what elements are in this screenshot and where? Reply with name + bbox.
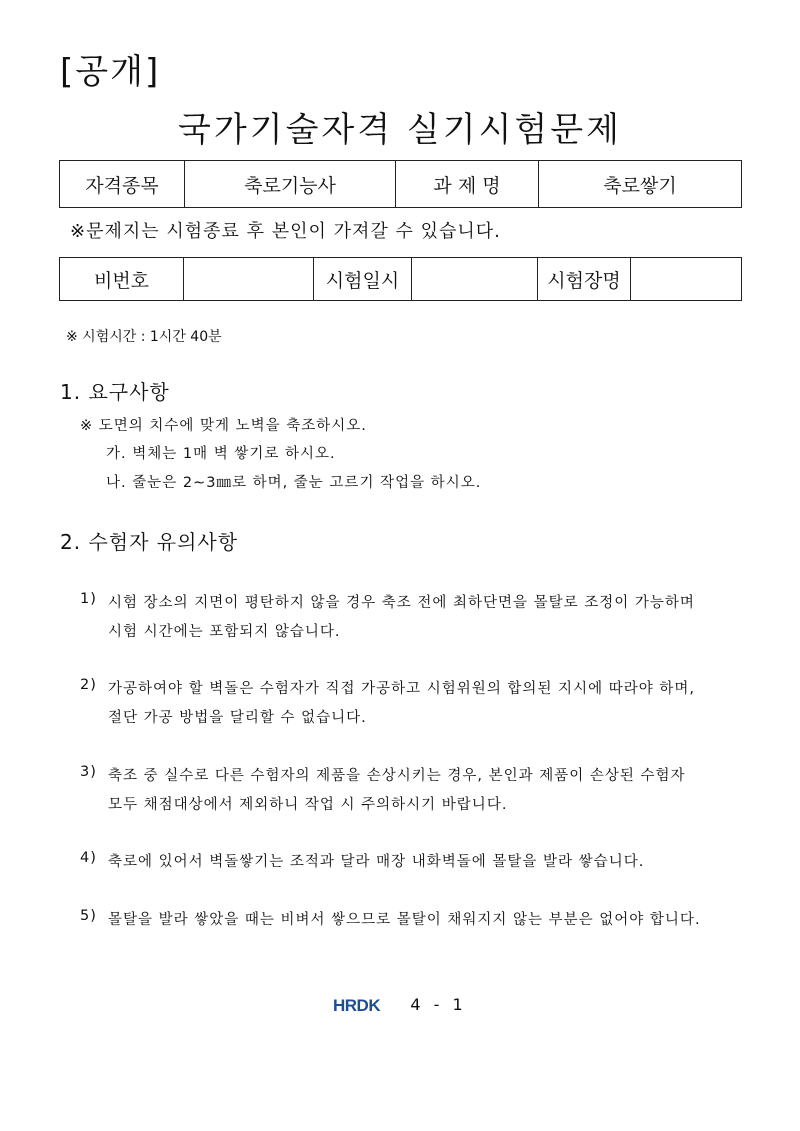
task-value: 축로쌓기 xyxy=(539,161,742,208)
requirements-note: ※ 도면의 치수에 맞게 노벽을 축조하시오. xyxy=(80,418,367,434)
caution-number: 2) xyxy=(80,677,97,693)
caution-number: 1) xyxy=(80,591,97,607)
id-label: 비번호 xyxy=(60,258,184,301)
category-label: 자격종목 xyxy=(60,161,185,208)
exam-time: ※ 시험시간 : 1시간 40분 xyxy=(66,329,222,345)
qualification-info-table xyxy=(59,160,742,208)
cautions-heading: 2. 수험자 유의사항 xyxy=(60,530,239,554)
requirements-heading: 1. 요구사항 xyxy=(60,380,170,404)
date-value xyxy=(412,258,538,301)
caution-line: 몰탈을 발라 쌓았을 때는 비벼서 쌓으므로 몰탈이 채워지지 않는 부분은 없어야 합니다. xyxy=(108,912,701,928)
task-label: 과 제 명 xyxy=(396,161,539,208)
id-value xyxy=(184,258,314,301)
place-label: 시험장명 xyxy=(538,258,631,301)
exam-info-table xyxy=(59,257,742,301)
requirement-item: 가. 벽체는 1매 벽 쌓기로 하시오. xyxy=(106,446,336,462)
date-label: 시험일시 xyxy=(314,258,412,301)
place-value xyxy=(631,258,742,301)
requirement-item: 나. 줄눈은 2∼3㎜로 하며, 줄눈 고르기 작업을 하시오. xyxy=(106,475,482,491)
caution-number: 3) xyxy=(80,764,97,780)
caution-line: 축로에 있어서 벽돌쌓기는 조적과 달라 매장 내화벽돌에 몰탈을 발라 쌓습니다. xyxy=(108,854,645,870)
caution-line: 축조 중 실수로 다른 수험자의 제품을 손상시키는 경우, 본인과 제품이 손상된 수험자 xyxy=(108,768,686,784)
page-title: 국가기술자격 실기시험문제 xyxy=(178,110,622,150)
category-value: 축로기능사 xyxy=(185,161,396,208)
caution-line: 모두 채점대상에서 제외하니 작업 시 주의하시기 바랍니다. xyxy=(108,797,508,813)
notice-text: ※문제지는 시험종료 후 본인이 가져갈 수 있습니다. xyxy=(70,221,501,242)
caution-line: 가공하여야 할 벽돌은 수험자가 직접 가공하고 시험위원의 합의된 지시에 따라야 하며, xyxy=(108,681,695,697)
caution-number: 5) xyxy=(80,908,97,924)
caution-number: 4) xyxy=(80,850,97,866)
caution-line: 절단 가공 방법을 달리할 수 없습니다. xyxy=(108,710,367,726)
caution-line: 시험 시간에는 포함되지 않습니다. xyxy=(108,624,341,640)
page-number: 4 - 1 xyxy=(410,995,467,1014)
caution-line: 시험 장소의 지면이 평탄하지 않을 경우 축조 전에 최하단면을 몰탈로 조정이 가능하며 xyxy=(108,595,695,611)
page-footer xyxy=(0,994,800,1014)
logo-text: HRDK xyxy=(333,995,381,1014)
hrdk-logo xyxy=(333,996,395,1014)
public-badge: [공개] xyxy=(60,52,161,92)
